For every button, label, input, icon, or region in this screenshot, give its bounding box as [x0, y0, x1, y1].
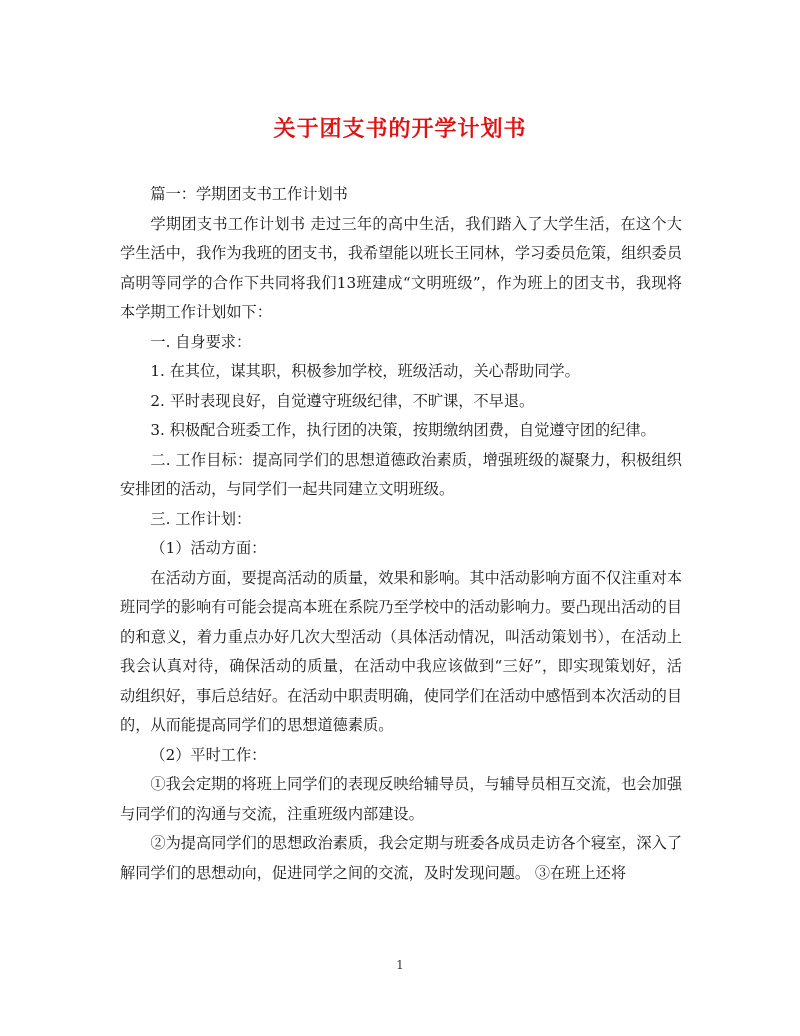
- paragraph: 二. 工作目标：提高同学们的思想道德政治素质，增强班级的凝聚力，积极组织安排团的活动，与同学们一起共同建立文明班级。: [120, 450, 682, 498]
- list-item: 1. 在其位，谋其职，积极参加学校，班级活动，关心帮助同学。: [150, 362, 580, 380]
- paragraph: ②为提高同学们的思想政治素质，我会定期与班委各成员走访各个寝室，深入了解同学们的思想动向，促进同学之间的交流，及时发现问题。 ③在班上还将: [120, 834, 682, 882]
- subsection-heading: （1）活动方面：: [150, 539, 267, 557]
- document-body: [120, 180, 682, 888]
- paragraph: 在活动方面，要提高活动的质量，效果和影响。其中活动影响方面不仅注重对本班同学的影响有可能会提高本班在系院乃至学校中的活动影响力。要凸现出活动的目的和意义，着力重点办好几次大型活动（具体活动情况，叫活动策划书），在活动上我会认真对待，确保活动的质量，在活动中我应该做到“三好”，即实现策划好，活动组织好，事后总结好。在活动中职责明确，使同学们在活动中感悟到本次活动的目的，从而能提高同学们的思想道德素质。: [120, 568, 682, 734]
- section-heading: 篇一：学期团支书工作计划书: [150, 185, 348, 203]
- paragraph: ①我会定期的将班上同学们的表现反映给辅导员，与辅导员相互交流，也会加强与同学们的沟通与交流，注重班级内部建设。: [120, 775, 682, 823]
- paragraph: 学期团支书工作计划书 走过三年的高中生活，我们踏入了大学生活，在这个大学生活中，我作为我班的团支书，我希望能以班长王同林，学习委员危策，组织委员高明等同学的合作下共同将我们13班建成“文明班级”，作为班上的团支书，我现将本学期工作计划如下：: [120, 214, 682, 321]
- section-heading: 三. 工作计划：: [150, 509, 252, 528]
- list-item: 2. 平时表现良好，自觉遵守班级纪律，不旷课，不早退。: [150, 391, 535, 410]
- document-title: 关于团支书的开学计划书: [273, 116, 527, 142]
- page-number: 1: [396, 958, 404, 972]
- section-heading: 一. 自身要求：: [150, 332, 252, 351]
- list-item: 3. 积极配合班委工作，执行团的决策，按期缴纳团费，自觉遵守团的纪律。: [150, 421, 656, 439]
- subsection-heading: （2）平时工作：: [150, 745, 267, 764]
